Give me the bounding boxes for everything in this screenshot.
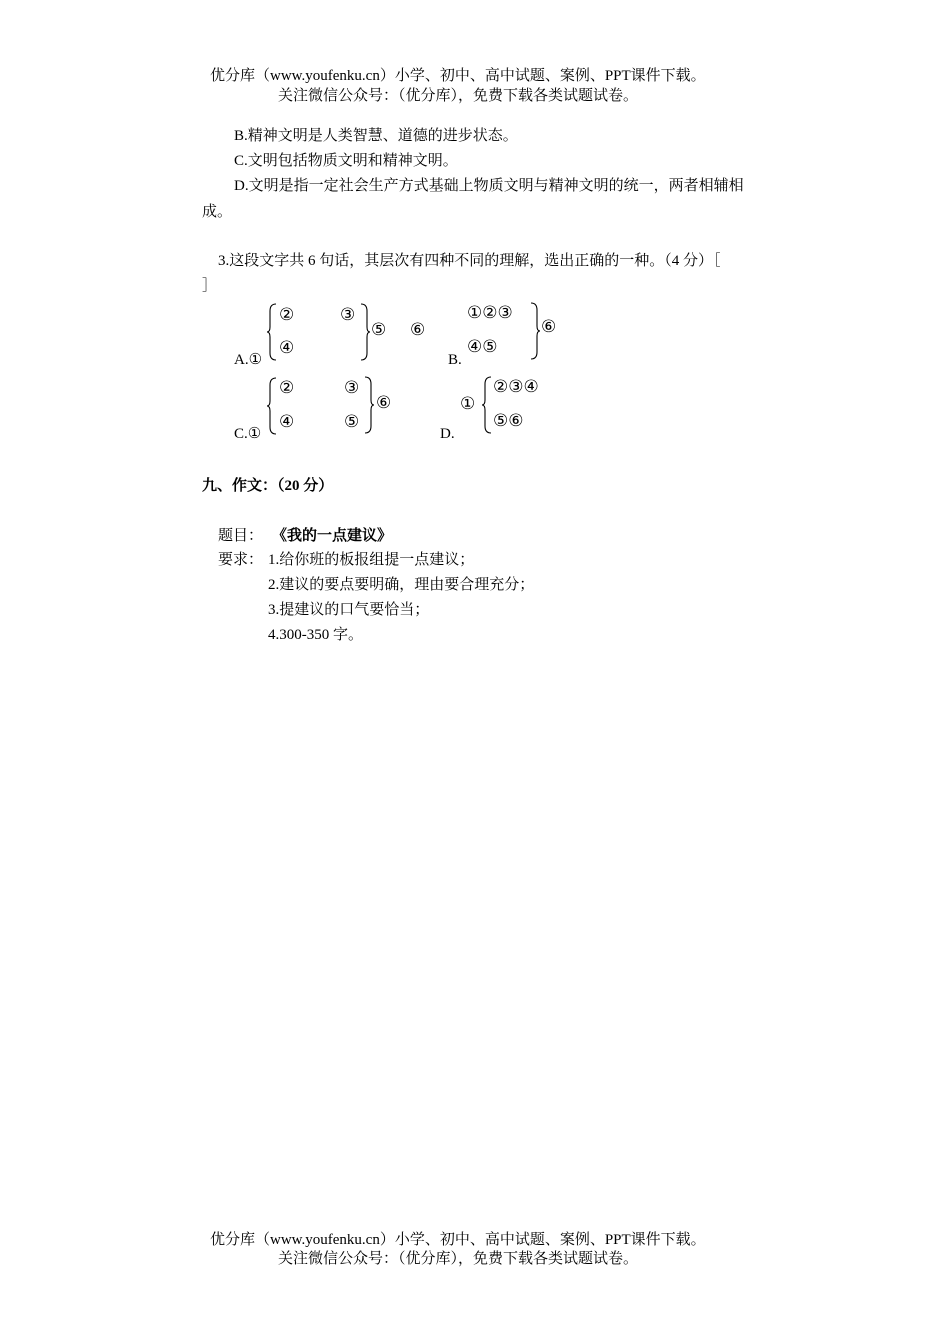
requirement-3: 3.提建议的口气要恰当； <box>268 602 430 618</box>
option-b-text: B.精神文明是人类智慧、道德的进步状态。 <box>234 128 518 144</box>
left-brace-icon <box>266 303 278 361</box>
requirement-1: 1.给你班的板报组提一点建议； <box>268 552 475 568</box>
option-d-label: D. <box>440 426 455 442</box>
option-a-item-5: ⑤ <box>371 320 387 340</box>
page-header-line2: 关注微信公众号：（优分库），免费下载各类试题试卷。 <box>278 88 639 104</box>
section-9-heading: 九、作文：（20 分） <box>202 478 334 494</box>
left-brace-icon <box>481 376 493 434</box>
page-header-line1: 优分库（www.youfenku.cn）小学、初中、高中试题、案例、PPT课件下载。 <box>210 68 706 84</box>
option-b-bottom-items: ④⑤ <box>467 337 498 357</box>
essay-topic: 《我的一点建议》 <box>272 528 393 544</box>
left-brace-icon <box>266 377 278 435</box>
option-c-item-3: ③ <box>344 378 360 398</box>
requirement-2: 2.建议的要点要明确，理由要合理充分； <box>268 577 535 593</box>
option-a-item-6: ⑥ <box>410 320 426 340</box>
topic-label: 题目： <box>218 528 264 544</box>
option-d-text-line2: 成。 <box>202 204 233 220</box>
option-c-text: C.文明包括物质文明和精神文明。 <box>234 153 458 169</box>
page-footer-line1: 优分库（www.youfenku.cn）小学、初中、高中试题、案例、PPT课件下载。 <box>210 1232 706 1248</box>
option-c-item-4: ④ <box>279 412 295 432</box>
option-c-item-6: ⑥ <box>376 393 392 413</box>
option-b-label: B. <box>448 352 462 368</box>
right-brace-icon <box>364 376 376 434</box>
option-a-item-4: ④ <box>279 338 295 358</box>
option-b-top-items: ①②③ <box>467 303 513 323</box>
option-a-item-2: ② <box>279 305 295 325</box>
option-d-text-line1: D.文明是指一定社会生产方式基础上物质文明与精神文明的统一，两者相辅相 <box>234 178 744 194</box>
option-b-item-6: ⑥ <box>541 317 557 337</box>
option-c-item-2: ② <box>279 378 295 398</box>
option-a-label: A.① <box>234 352 263 368</box>
option-c-item-5: ⑤ <box>344 412 360 432</box>
page-footer-line2: 关注微信公众号：（优分库），免费下载各类试题试卷。 <box>278 1251 639 1267</box>
option-a-item-3: ③ <box>340 305 356 325</box>
question-3-stem: 3.这段文字共 6 句话，其层次有四种不同的理解，选出正确的一种。（4 分）［ <box>218 253 721 269</box>
requirement-4: 4.300-350 字。 <box>268 627 363 643</box>
option-d-top-items: ②③④ <box>493 377 539 397</box>
option-d-item-1: ① <box>460 394 476 414</box>
option-c-label: C.① <box>234 426 262 442</box>
question-3-bracket: ］ <box>202 278 218 294</box>
option-d-bottom-items: ⑤⑥ <box>493 411 524 431</box>
requirements-label: 要求： <box>218 552 264 568</box>
